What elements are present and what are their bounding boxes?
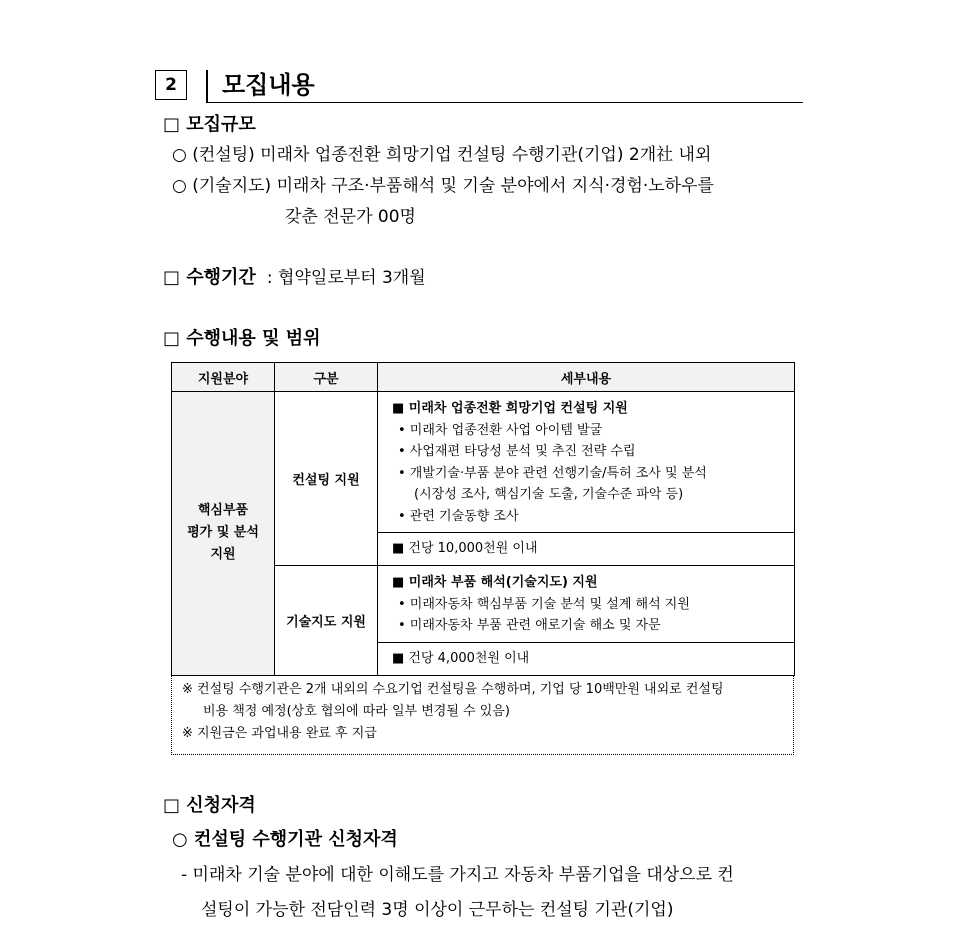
category-line: 평가 및 분석 (187, 525, 259, 541)
table-row (172, 392, 795, 533)
tech-detail-head: ■ 미래차 부품 해석(기술지도) 지원 (392, 575, 598, 590)
recruit-item-consulting: ○ (컨설팅) 미래차 업종전환 희망기업 컨설팅 수행기관(기업) 2개社 내외 (172, 145, 712, 165)
eligibility-line-1: - 미래차 기술 분야에 대한 이해도를 가지고 자동차 부품기업을 대상으로 컨 (181, 865, 734, 885)
period-text: : 협약일로부터 3개월 (266, 268, 426, 288)
consulting-label-cell: 컨설팅 지원 (275, 392, 378, 566)
consulting-detail-head: ■ 미래차 업종전환 희망기업 컨설팅 지원 (392, 401, 628, 416)
eligibility-heading: □ 신청자격 (163, 795, 256, 816)
col-header-detail: 세부내용 (378, 363, 795, 392)
period-heading: □ 수행기간 (163, 267, 256, 288)
table-header-row (172, 363, 795, 392)
tech-amount-cell: ■ 건당 4,000천원 이내 (378, 642, 795, 675)
list-item: • 미래차 업종전환 사업 아이템 발굴 (398, 422, 603, 438)
list-item: • 미래자동차 부품 관련 애로기술 해소 및 자문 (398, 618, 661, 633)
recruit-scale-heading: □ 모집규모 (163, 114, 256, 135)
section-number: 2 (155, 70, 187, 100)
support-field-cell (172, 392, 275, 676)
section-divider (206, 70, 208, 103)
tech-detail-cell (378, 566, 795, 643)
list-item: • 관련 기술동향 조사 (398, 508, 519, 524)
section-underline (206, 102, 803, 103)
note-2: ※ 지원금은 과업내용 완료 후 지급 (182, 726, 377, 741)
note-1-cont: 비용 책정 예정(상호 협의에 따라 일부 변경될 수 있음) (203, 704, 510, 719)
list-item-cont: (시장성 조사, 핵심기술 도출, 기술수준 파악 등) (414, 487, 684, 502)
section-title: 모집내용 (222, 71, 315, 99)
scope-notes (171, 675, 794, 755)
category-line: 지원 (210, 547, 236, 563)
col-header-type: 구분 (275, 363, 378, 392)
col-header-field: 지원분야 (172, 363, 275, 392)
recruit-item-tech: ○ (기술지도) 미래차 구조·부품해석 및 기술 분야에서 지식·경험·노하우를 (172, 176, 714, 196)
tech-label-cell: 기술지도 지원 (275, 566, 378, 676)
consulting-amount-cell: ■ 건당 10,000천원 이내 (378, 533, 795, 566)
note-1: ※ 컨설팅 수행기관은 2개 내외의 수요기업 컨설팅을 수행하며, 기업 당 10백만원 내외로 컨설팅 (182, 682, 724, 697)
scope-table (171, 362, 795, 676)
scope-heading: □ 수행내용 및 범위 (163, 328, 321, 349)
eligibility-line-2: 설팅이 가능한 전담인력 3명 이상이 근무하는 컨설팅 기관(기업) (201, 900, 674, 920)
eligibility-sub: ○ 컨설팅 수행기관 신청자격 (172, 829, 398, 850)
category-line: 핵심부품 (197, 503, 249, 519)
period-row (163, 266, 426, 290)
list-item: • 사업재편 타당성 분석 및 추진 전략 수립 (398, 444, 636, 459)
consulting-detail-cell (378, 392, 795, 533)
list-item: • 개발기술·부품 분야 관련 선행기술/특허 조사 및 분석 (398, 465, 707, 481)
list-item: • 미래자동차 핵심부품 기술 분석 및 설계 해석 지원 (398, 596, 690, 612)
recruit-item-tech-cont: 갖춘 전문가 00명 (285, 207, 416, 227)
